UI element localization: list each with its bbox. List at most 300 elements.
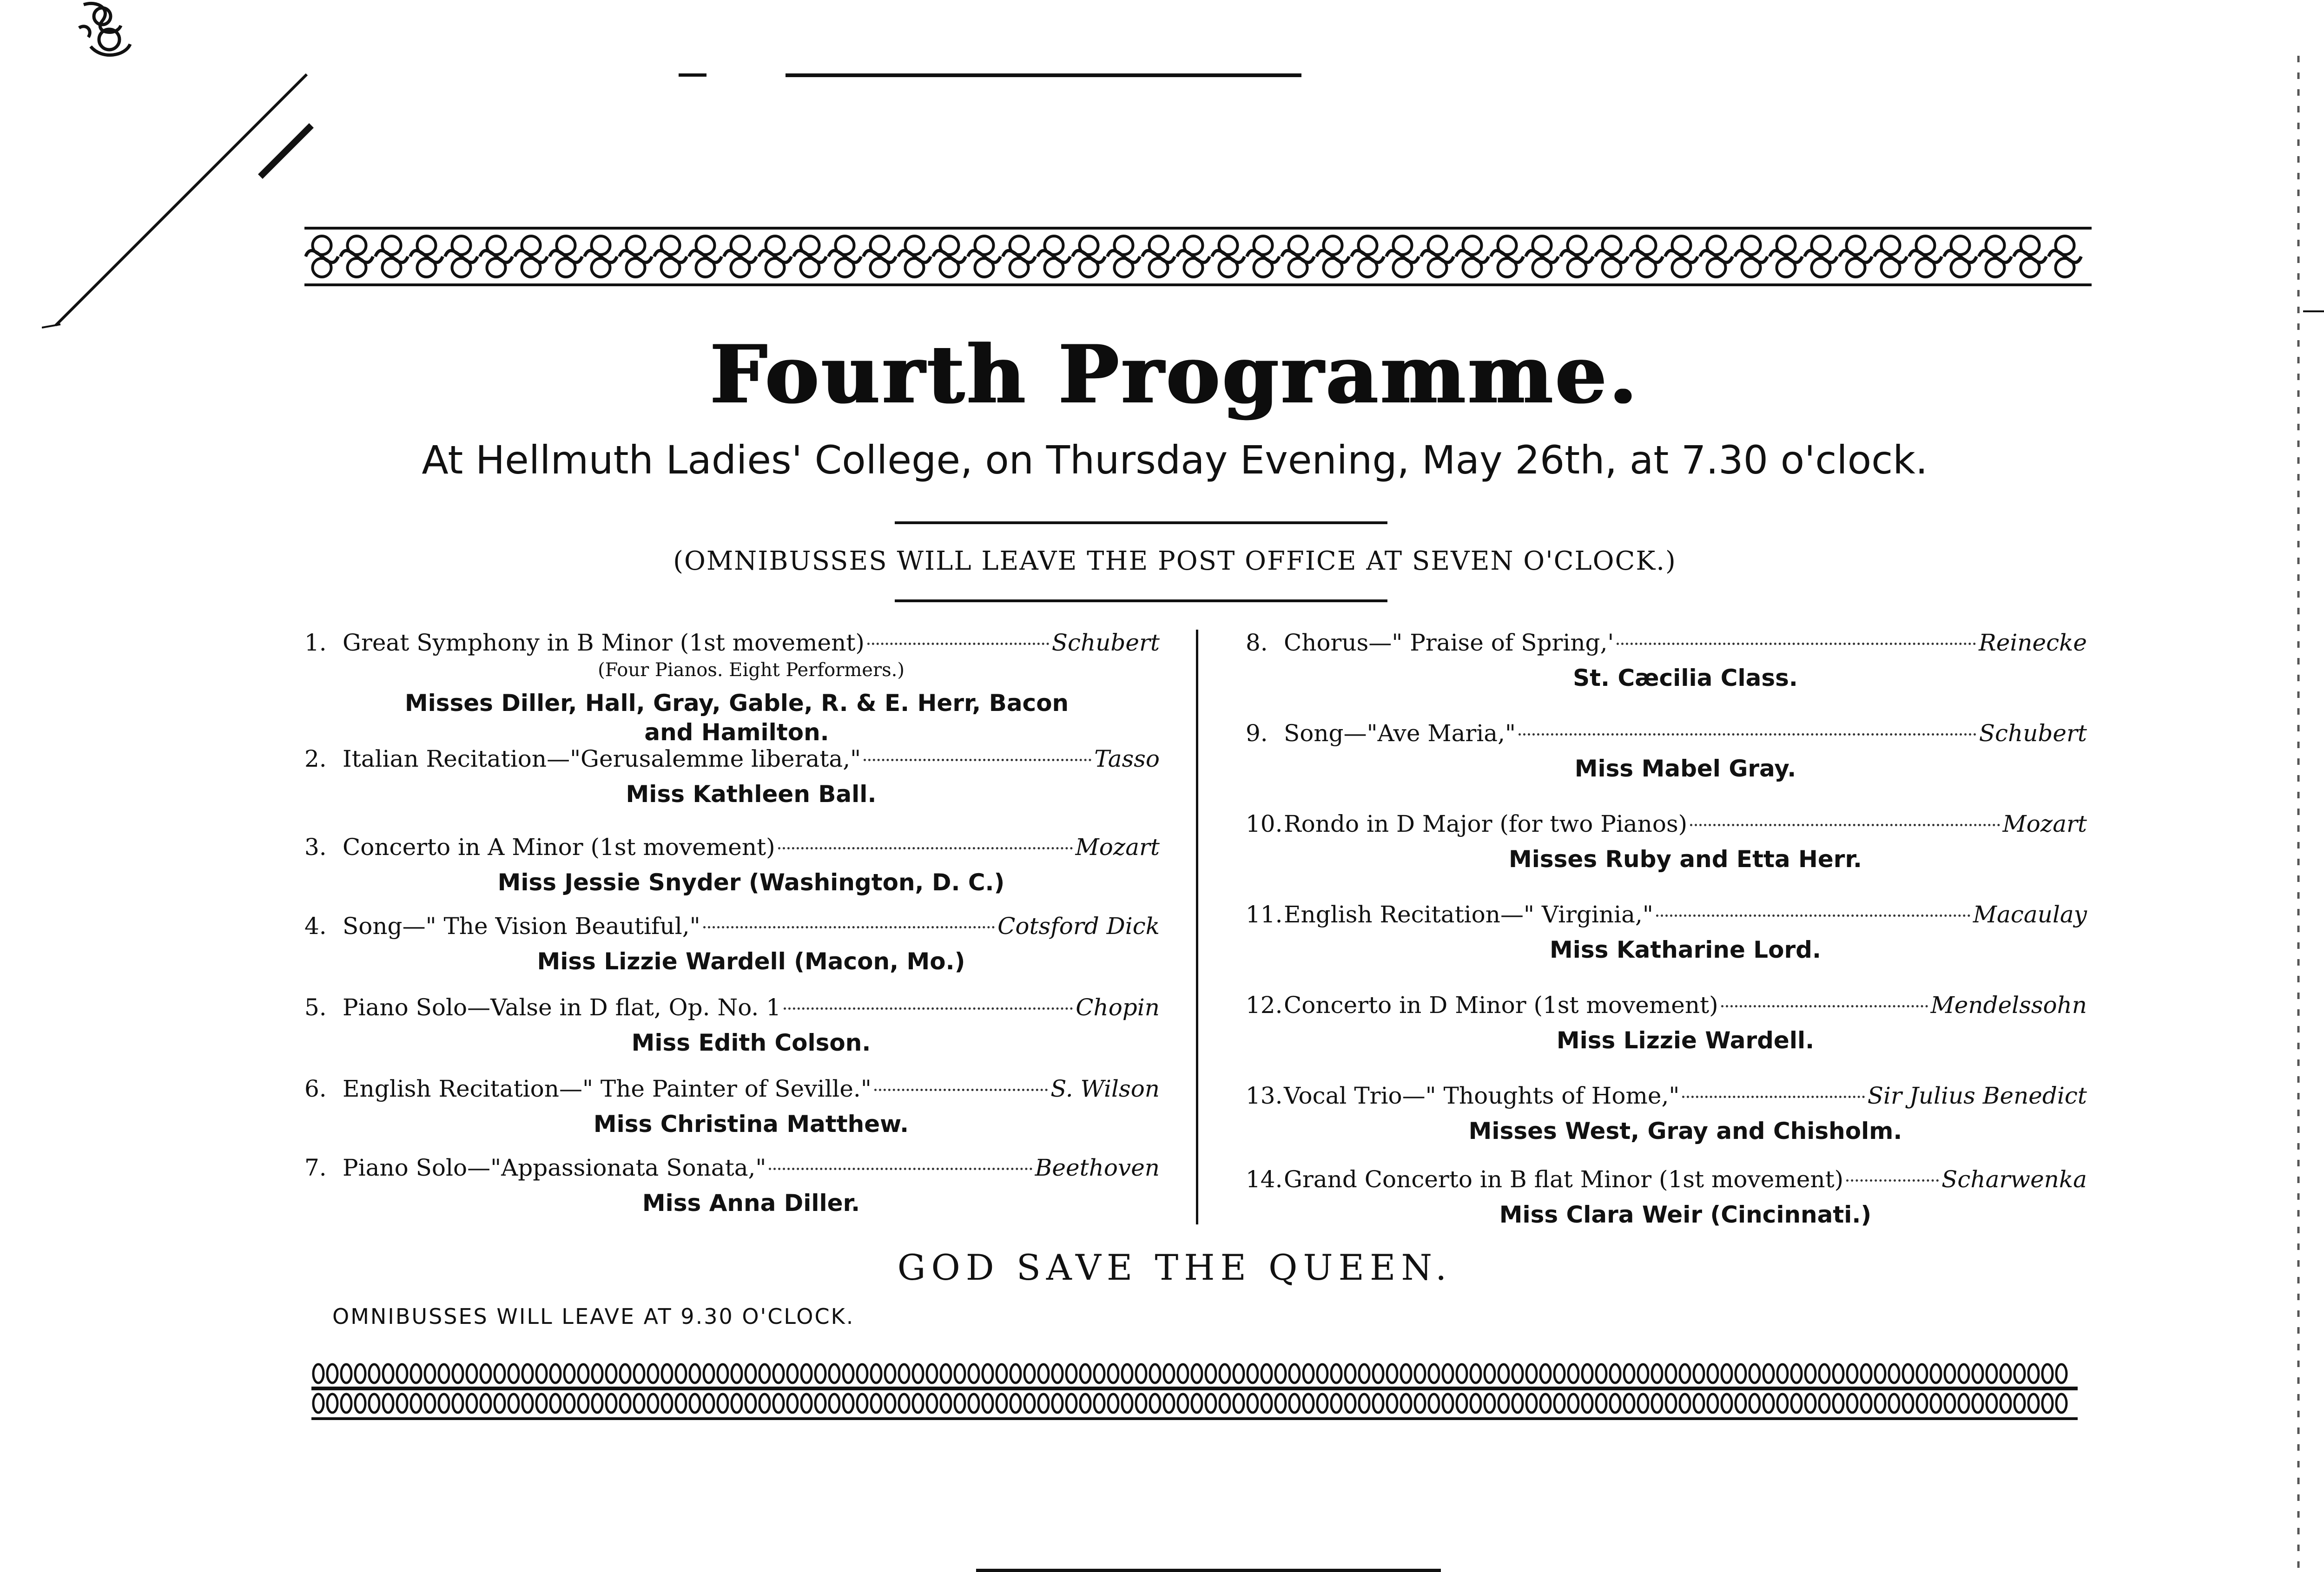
omnibus-notice: (OMNIBUSSES WILL LEAVE THE POST OFFICE AT SEVEN O'CLOCK.) <box>673 546 1677 576</box>
top-rule <box>786 73 1301 77</box>
bead-motif <box>913 1394 923 1413</box>
bead-motif <box>1234 1364 1244 1383</box>
item-performer: Miss Katharine Lord. <box>1550 936 1821 963</box>
bead-motif <box>1791 1394 1802 1413</box>
bead-motif <box>1066 1394 1076 1413</box>
bead-motif <box>439 1394 449 1413</box>
item-composer: Mendelssohn <box>1930 992 2087 1019</box>
leader-dots <box>769 1144 1032 1170</box>
bead-motif <box>578 1394 588 1413</box>
bead-motif <box>676 1364 686 1383</box>
scroll-motif <box>1108 236 1140 277</box>
item-piece: Concerto in D Minor (1st movement) <box>1284 992 1718 1019</box>
bead-motif <box>355 1364 365 1383</box>
programme-item <box>1246 987 2087 1055</box>
item-performer: Miss Kathleen Ball. <box>626 781 877 808</box>
bead-motif <box>1763 1394 1774 1413</box>
bead-motif <box>857 1394 867 1413</box>
bottom-rule <box>976 1569 1441 1572</box>
bead-motif <box>1833 1394 1843 1413</box>
bead-motif <box>662 1364 672 1383</box>
bead-motif <box>620 1364 630 1383</box>
item-composer: Mozart <box>1075 834 1160 861</box>
bead-motif <box>383 1364 393 1383</box>
bead-motif <box>397 1364 407 1383</box>
item-composer: Schubert <box>1979 720 2087 747</box>
bead-motif <box>1582 1394 1592 1413</box>
scan-mark <box>679 73 706 77</box>
bead-motif <box>1164 1394 1174 1413</box>
scroll-motif <box>1247 236 1280 277</box>
scroll-motif <box>1596 236 1628 277</box>
bead-motif <box>1987 1364 1997 1383</box>
bead-motif <box>1471 1364 1481 1383</box>
bead-motif <box>1889 1394 1899 1413</box>
item-composer: Schubert <box>1051 629 1160 656</box>
bead-motif <box>927 1394 937 1413</box>
bead-motif <box>704 1394 714 1413</box>
bead-motif <box>2028 1364 2039 1383</box>
programme-item <box>304 829 1160 897</box>
bead-motif <box>1122 1394 1132 1413</box>
bead-motif <box>1694 1364 1704 1383</box>
bead-motif <box>1945 1364 1955 1383</box>
programme-item-line <box>304 1150 1160 1179</box>
bead-motif <box>1415 1364 1425 1383</box>
scroll-motif <box>585 236 617 277</box>
bead-motif <box>983 1364 993 1383</box>
bead-motif <box>1261 1394 1272 1413</box>
bead-motif <box>1987 1394 1997 1413</box>
bead-motif <box>2042 1394 2053 1413</box>
bead-motif <box>1331 1394 1341 1413</box>
bead-motif <box>1108 1394 1118 1413</box>
bead-motif <box>1512 1394 1523 1413</box>
programme-item <box>1246 897 2087 965</box>
bead-motif <box>871 1394 881 1413</box>
bead-motif <box>773 1364 784 1383</box>
item-performer: Misses Ruby and Etta Herr. <box>1509 846 1862 873</box>
item-number: 4. <box>304 913 327 940</box>
scroll-motif <box>759 236 792 277</box>
bead-motif <box>1150 1394 1160 1413</box>
bead-motif <box>1234 1394 1244 1413</box>
bead-motif <box>1192 1364 1202 1383</box>
scroll-motif <box>1073 236 1105 277</box>
bead-motif <box>955 1394 965 1413</box>
bead-motif <box>411 1364 421 1383</box>
bead-motif <box>578 1364 588 1383</box>
item-number: 14. <box>1246 1166 1283 1193</box>
scroll-motif <box>654 236 687 277</box>
bead-motif <box>1861 1394 1871 1413</box>
bead-motif <box>341 1364 351 1383</box>
item-performer: Miss Lizzie Wardell. <box>1556 1027 1815 1054</box>
scroll-motif <box>2014 236 2047 277</box>
bead-motif <box>1164 1364 1174 1383</box>
bead-motif <box>1499 1364 1509 1383</box>
bead-motif <box>1582 1364 1592 1383</box>
bead-motif <box>969 1394 979 1413</box>
programme-item-line <box>1246 806 2087 835</box>
programme-item <box>304 1150 1160 1218</box>
bead-motif <box>1833 1364 1843 1383</box>
bead-motif <box>885 1364 895 1383</box>
bead-motif <box>1708 1364 1718 1383</box>
bead-motif <box>1903 1394 1913 1413</box>
programme-item <box>304 625 1160 747</box>
bead-motif <box>1694 1394 1704 1413</box>
scroll-motif <box>1282 236 1314 277</box>
item-composer: Reinecke <box>1979 629 2087 656</box>
bead-motif <box>467 1394 477 1413</box>
bead-motif <box>2000 1364 2011 1383</box>
bead-motif <box>1610 1364 1620 1383</box>
programme-item <box>1246 806 2087 874</box>
programme-item-line <box>304 990 1160 1019</box>
bead-motif <box>1150 1364 1160 1383</box>
bead-motif <box>1192 1394 1202 1413</box>
bead-motif <box>843 1394 853 1413</box>
bead-motif <box>759 1364 770 1383</box>
item-composer: Cotsford Dick <box>997 913 1160 940</box>
bead-motif <box>1471 1394 1481 1413</box>
bead-motif <box>955 1364 965 1383</box>
bead-motif <box>1708 1394 1718 1413</box>
item-number: 7. <box>304 1154 327 1181</box>
bead-motif <box>787 1394 798 1413</box>
item-performer: Miss Mabel Gray. <box>1574 755 1796 782</box>
bead-motif <box>913 1364 923 1383</box>
scroll-motif <box>1212 236 1245 277</box>
bead-motif <box>327 1364 337 1383</box>
programme-item-line <box>304 625 1160 654</box>
bead-motif <box>1624 1394 1634 1413</box>
bead-motif <box>732 1394 742 1413</box>
bead-motif <box>411 1394 421 1413</box>
bead-motif <box>1722 1394 1732 1413</box>
item-number: 9. <box>1246 720 1268 747</box>
programme-title: Fourth Programme. <box>710 327 1640 421</box>
scroll-motif <box>1909 236 1942 277</box>
bead-motif <box>564 1364 574 1383</box>
bead-motif <box>801 1394 812 1413</box>
bead-motif <box>1052 1364 1063 1383</box>
bead-motif <box>857 1364 867 1383</box>
scroll-motif <box>829 236 861 277</box>
bead-motif <box>1847 1394 1857 1413</box>
bead-motif <box>1736 1394 1746 1413</box>
scroll-motif <box>1875 236 1907 277</box>
bead-motif <box>522 1364 533 1383</box>
bead-motif <box>746 1394 756 1413</box>
bead-motif <box>899 1394 909 1413</box>
bead-motif <box>1080 1364 1090 1383</box>
bead-motif <box>313 1394 324 1413</box>
bead-motif <box>1750 1394 1760 1413</box>
bead-motif <box>2056 1364 2067 1383</box>
bead-motif <box>1261 1364 1272 1383</box>
scroll-motif <box>1770 236 1802 277</box>
leader-dots <box>1721 982 1928 1007</box>
bead-motif <box>1750 1364 1760 1383</box>
bead-motif <box>1959 1364 1969 1383</box>
bead-motif <box>313 1364 324 1383</box>
item-number: 2. <box>304 745 327 772</box>
bead-motif <box>815 1394 825 1413</box>
bead-motif <box>927 1364 937 1383</box>
divider <box>895 521 1387 524</box>
bead-motif <box>1136 1364 1146 1383</box>
scroll-motif <box>1979 236 2012 277</box>
bead-motif <box>1094 1394 1104 1413</box>
bead-motif <box>1512 1364 1523 1383</box>
bead-motif <box>1136 1394 1146 1413</box>
bead-motif <box>1303 1364 1314 1383</box>
programme-item <box>1246 716 2087 783</box>
scroll-motif <box>410 236 443 277</box>
item-composer: Mozart <box>2002 810 2087 837</box>
bead-motif <box>1317 1364 1327 1383</box>
programme-item-line <box>304 1071 1160 1100</box>
item-note: (Four Pianos. Eight Performers.) <box>598 659 905 681</box>
bead-motif <box>481 1394 491 1413</box>
bead-motif <box>369 1394 379 1413</box>
bead-motif <box>634 1364 644 1383</box>
item-performer: St. Cæcilia Class. <box>1573 664 1798 691</box>
bead-motif <box>1038 1364 1049 1383</box>
scroll-motif <box>689 236 722 277</box>
return-omnibus-notice: OMNIBUSSES WILL LEAVE AT 9.30 O'CLOCK. <box>332 1304 855 1329</box>
bead-motif <box>1610 1394 1620 1413</box>
bead-motif <box>1959 1394 1969 1413</box>
scroll-motif <box>1421 236 1454 277</box>
bead-motif <box>1568 1364 1578 1383</box>
bead-motif <box>648 1364 658 1383</box>
item-composer: Beethoven <box>1035 1154 1160 1181</box>
bead-motif <box>1443 1364 1453 1383</box>
bead-motif <box>1722 1364 1732 1383</box>
bead-motif <box>1359 1364 1369 1383</box>
divider <box>895 599 1387 602</box>
scroll-motif <box>1526 236 1558 277</box>
bead-motif <box>425 1364 435 1383</box>
bead-motif <box>495 1364 505 1383</box>
leader-dots <box>867 619 1049 645</box>
bead-motif <box>2028 1394 2039 1413</box>
scroll-motif <box>2049 236 2081 277</box>
bead-motif <box>550 1364 561 1383</box>
scroll-motif <box>306 236 338 277</box>
bead-motif <box>1206 1364 1216 1383</box>
item-piece: Rondo in D Major (for two Pianos) <box>1284 810 1688 837</box>
item-number: 10. <box>1246 810 1283 837</box>
scroll-motif <box>864 236 896 277</box>
bead-motif <box>885 1394 895 1413</box>
bead-motif <box>829 1364 839 1383</box>
programme-item-line <box>1246 1078 2087 1107</box>
scroll-motif <box>724 236 757 277</box>
bead-motif <box>1220 1364 1230 1383</box>
bead-motif <box>550 1394 561 1413</box>
programme-item <box>1246 1162 2087 1230</box>
bead-motif <box>1206 1394 1216 1413</box>
bead-motif <box>1819 1364 1829 1383</box>
item-number: 1. <box>304 629 327 656</box>
leader-dots <box>1617 619 1976 645</box>
bead-motif <box>1763 1364 1774 1383</box>
bead-motif <box>1331 1364 1341 1383</box>
bead-motif <box>1847 1364 1857 1383</box>
bead-motif <box>1805 1394 1816 1413</box>
scroll-motif <box>1003 236 1036 277</box>
item-piece: Vocal Trio—" Thoughts of Home," <box>1284 1082 1680 1109</box>
bead-border-icon <box>311 1356 2078 1421</box>
item-piece: English Recitation—" The Painter of Seville." <box>343 1075 872 1102</box>
bead-motif <box>620 1394 630 1413</box>
scroll-motif <box>968 236 1001 277</box>
scroll-motif <box>620 236 652 277</box>
scroll-motif <box>515 236 548 277</box>
leader-dots <box>1846 1156 1939 1182</box>
bead-motif <box>341 1394 351 1413</box>
bead-motif <box>495 1394 505 1413</box>
bead-motif <box>1429 1364 1439 1383</box>
bead-motif <box>467 1364 477 1383</box>
bead-motif <box>871 1364 881 1383</box>
item-number: 12. <box>1246 992 1283 1019</box>
bead-motif <box>508 1364 519 1383</box>
bead-motif <box>1777 1364 1788 1383</box>
bead-motif <box>969 1364 979 1383</box>
bead-motif <box>1973 1394 1983 1413</box>
bead-motif <box>2000 1394 2011 1413</box>
bead-motif <box>941 1364 951 1383</box>
item-performer: Miss Clara Weir (Cincinnati.) <box>1499 1201 1872 1228</box>
bead-motif <box>508 1394 519 1413</box>
scroll-motif <box>1142 236 1175 277</box>
item-number: 8. <box>1246 629 1268 656</box>
bead-motif <box>997 1364 1007 1383</box>
bead-motif <box>704 1364 714 1383</box>
item-performer: Miss Lizzie Wardell (Macon, Mo.) <box>537 948 965 975</box>
item-number: 6. <box>304 1075 327 1102</box>
bead-motif <box>1429 1394 1439 1413</box>
bead-motif <box>327 1394 337 1413</box>
bead-motif <box>1638 1394 1648 1413</box>
programme-item <box>1246 625 2087 693</box>
bead-motif <box>1024 1364 1035 1383</box>
bead-motif <box>592 1364 602 1383</box>
bead-motif <box>453 1364 463 1383</box>
item-performer: Miss Edith Colson. <box>631 1029 871 1056</box>
scroll-motif <box>1700 236 1733 277</box>
bead-motif <box>1373 1394 1383 1413</box>
programme-item-line <box>1246 1162 2087 1191</box>
bead-motif <box>1052 1394 1063 1413</box>
bead-motif <box>1317 1394 1327 1413</box>
bead-motif <box>1303 1394 1314 1413</box>
bead-motif <box>1973 1364 1983 1383</box>
scroll-motif <box>933 236 966 277</box>
item-composer: Scharwenka <box>1941 1166 2087 1193</box>
bead-motif <box>1178 1394 1188 1413</box>
bead-motif <box>815 1364 825 1383</box>
bead-motif <box>1596 1394 1606 1413</box>
leader-dots <box>1656 891 1970 917</box>
bead-motif <box>1499 1394 1509 1413</box>
bead-motif <box>1931 1394 1941 1413</box>
bead-motif <box>843 1364 853 1383</box>
bead-motif <box>2014 1394 2025 1413</box>
item-performer: Miss Christina Matthew. <box>593 1111 909 1138</box>
bead-motif <box>732 1364 742 1383</box>
bead-motif <box>1791 1364 1802 1383</box>
bead-motif <box>1540 1364 1551 1383</box>
item-composer: Tasso <box>1094 745 1160 772</box>
bead-motif <box>2014 1364 2025 1383</box>
programme-item-line <box>1246 897 2087 926</box>
bead-motif <box>453 1394 463 1413</box>
bead-motif <box>1275 1394 1286 1413</box>
floral-scroll-border-icon <box>304 227 2092 286</box>
programme-item-line <box>1246 716 2087 745</box>
bead-motif <box>592 1394 602 1413</box>
bead-motif <box>746 1364 756 1383</box>
scroll-motif <box>794 236 826 277</box>
bead-motif <box>1931 1364 1941 1383</box>
bead-motif <box>1275 1364 1286 1383</box>
bead-motif <box>1875 1364 1885 1383</box>
bead-motif <box>1777 1394 1788 1413</box>
programme-item <box>304 1071 1160 1139</box>
scroll-motif <box>1665 236 1698 277</box>
bead-motif <box>801 1364 812 1383</box>
bead-motif <box>1917 1394 1927 1413</box>
bead-motif <box>1457 1364 1467 1383</box>
bead-motif <box>1540 1394 1551 1413</box>
bead-motif <box>676 1394 686 1413</box>
item-composer: Chopin <box>1076 994 1160 1021</box>
leader-dots <box>1682 1072 1864 1098</box>
item-piece: Song—"Ave Maria," <box>1284 720 1516 747</box>
scroll-motif <box>480 236 513 277</box>
leader-dots <box>784 984 1073 1010</box>
bead-motif <box>2042 1364 2053 1383</box>
scroll-motif <box>1735 236 1768 277</box>
bead-motif <box>1680 1394 1690 1413</box>
bead-motif <box>1066 1364 1076 1383</box>
scroll-motif <box>1805 236 1837 277</box>
bead-motif <box>1485 1364 1495 1383</box>
bead-motif <box>536 1394 547 1413</box>
bead-motif <box>564 1394 574 1413</box>
item-piece: Song—" The Vision Beautiful," <box>343 913 700 940</box>
bead-motif <box>1387 1394 1397 1413</box>
bead-motif <box>1485 1394 1495 1413</box>
programme-item <box>1246 1078 2087 1146</box>
bead-motif <box>1359 1394 1369 1413</box>
bead-motif <box>773 1394 784 1413</box>
scroll-motif <box>1177 236 1210 277</box>
programme-item <box>304 908 1160 976</box>
item-piece: Grand Concerto in B flat Minor (1st movement) <box>1284 1166 1844 1193</box>
item-performer: Miss Anna Diller. <box>642 1190 860 1217</box>
bead-motif <box>1596 1364 1606 1383</box>
bead-motif <box>1624 1364 1634 1383</box>
bead-motif <box>1680 1364 1690 1383</box>
bead-motif <box>1289 1364 1300 1383</box>
